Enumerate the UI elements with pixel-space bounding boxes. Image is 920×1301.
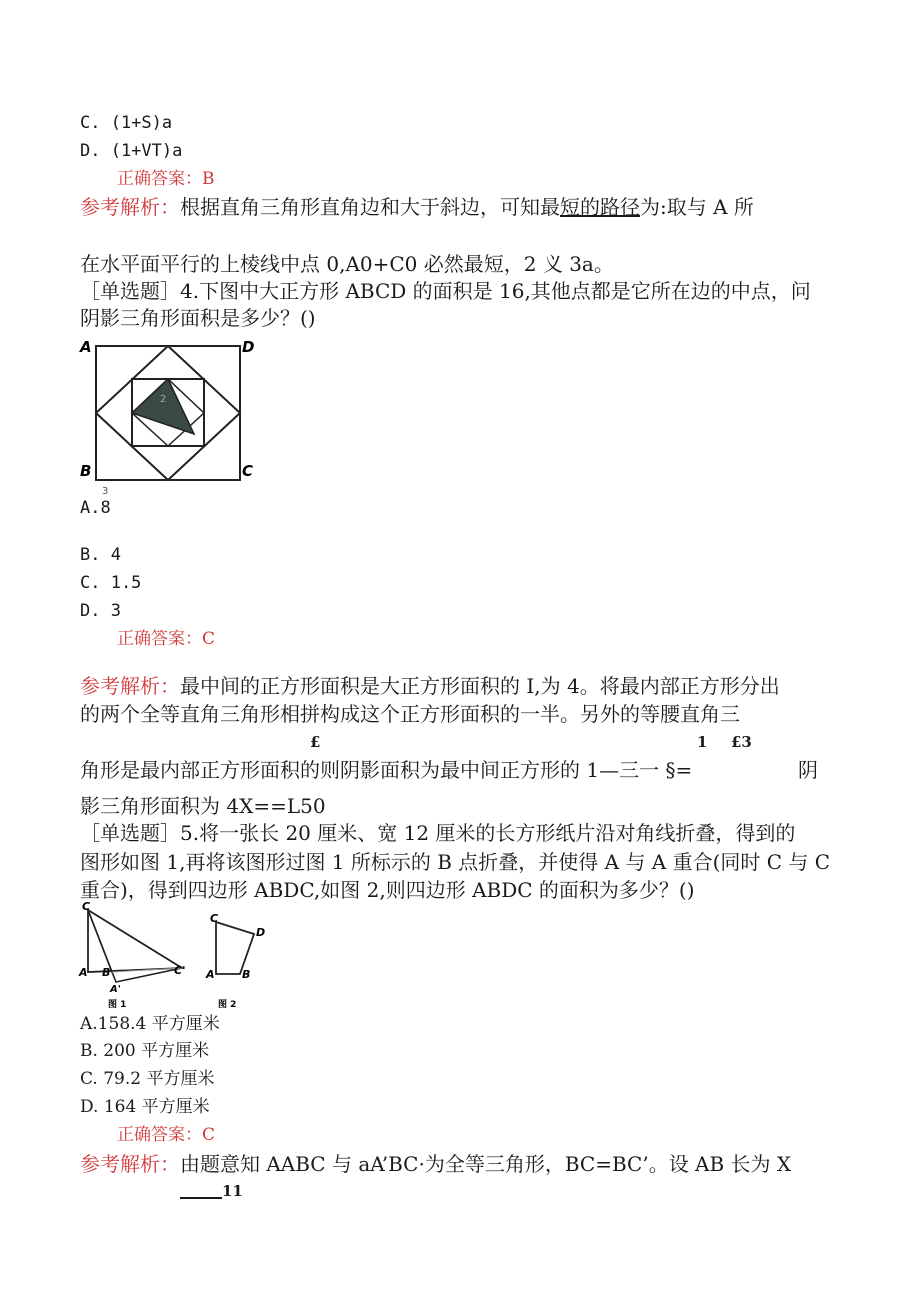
q4-option-a: A.8 xyxy=(80,498,111,518)
fig2-label-c: C xyxy=(210,912,219,925)
q5-analysis-label: 参考解析： xyxy=(80,1152,180,1176)
q3-analysis-underlined: 短的路径 xyxy=(560,195,640,219)
q4-fraction-three: £3 xyxy=(731,733,752,751)
fig2-label-d: D xyxy=(256,926,266,939)
q4-analysis-label: 参考解析： xyxy=(80,674,180,698)
q5-option-d: D. 164 平方厘米 xyxy=(80,1097,210,1117)
q5-option-c: C. 79.2 平方厘米 xyxy=(80,1069,215,1089)
fig1-label-a-prime: A' xyxy=(110,984,121,995)
fig2-label-b: B xyxy=(242,968,251,981)
q4-square-figure xyxy=(76,334,256,500)
q5-footer-number: 11 xyxy=(222,1182,243,1200)
fig2-label-a: A xyxy=(206,968,215,981)
q5-footer-fraction xyxy=(180,1184,243,1199)
fig4-label-b: B xyxy=(80,462,92,480)
q5-analysis-text: 由题意知 AABC 与 aA’BC·为全等三角形，BC=BC’。设 AB 长为 X xyxy=(180,1152,792,1176)
q4-correct-answer: 正确答案：C xyxy=(117,629,216,649)
q3-analysis-line1 xyxy=(80,197,754,217)
q4-analysis-line4: 影三角形面积为 4X==L50 xyxy=(80,794,326,818)
q5-stem-line2: 图形如图 1,再将该图形过图 1 所标示的 B 点折叠，并使得 A 与 A 重合(同时 C 与 C xyxy=(80,850,831,874)
q3-correct-answer: 正确答案：B xyxy=(117,169,215,189)
q4-analysis-line3-tail: 阴 xyxy=(798,758,818,782)
q4-stem-line1: ［单选题］4.下图中大正方形 ABCD 的面积是 16,其他点都是它所在边的中点，问 xyxy=(80,279,811,303)
fig4-inner-label: 2 xyxy=(160,394,167,405)
q5-figure-1 xyxy=(78,900,185,1010)
q4-option-d: D. 3 xyxy=(80,601,121,621)
q4-option-b: B. 4 xyxy=(80,545,121,565)
fig4-label-a: A xyxy=(80,338,92,356)
q5-stem-line3: 重合)，得到四边形 ABDC,如图 2,则四边形 ABDC 的面积为多少？() xyxy=(80,878,695,902)
q3-option-d: D. (1+VT)a xyxy=(80,141,183,161)
q4-fraction-pound: £ xyxy=(310,733,321,751)
fig1-label-a: A xyxy=(79,966,88,979)
q5-stem-line1: ［单选题］5.将一张长 20 厘米、宽 12 厘米的长方形纸片沿对角线折叠，得到的 xyxy=(80,821,796,845)
q5-analysis-line1 xyxy=(80,1154,791,1174)
fig2-caption: 图 2 xyxy=(218,1000,237,1010)
q5-fold-figures xyxy=(76,898,276,1010)
fig2-quadrilateral xyxy=(216,922,254,974)
fig4-label-c: C xyxy=(242,462,254,480)
q4-analysis-line2: 的两个全等直角三角形相拼构成这个正方形面积的一半。另外的等腰直角三 xyxy=(80,702,740,726)
fig1-label-b: B xyxy=(102,966,111,979)
q5-option-b: B. 200 平方厘米 xyxy=(80,1041,210,1061)
q5-option-a: A.158.4 平方厘米 xyxy=(80,1014,220,1034)
q3-analysis-text-a: 根据直角三角形直角边和大于斜边，可知最 xyxy=(180,195,560,219)
q5-correct-answer: 正确答案：C xyxy=(117,1125,216,1145)
q3-option-c: C. (1+S)a xyxy=(80,113,173,133)
q3-analysis-label: 参考解析： xyxy=(80,195,180,219)
q4-analysis-line1 xyxy=(80,676,780,696)
q4-fraction-one: 1 xyxy=(697,733,708,751)
fig4-caption: 3 xyxy=(102,486,109,497)
q5-footer-underline xyxy=(180,1197,222,1199)
q4-stem-line2: 阴影三角形面积是多少？() xyxy=(80,306,316,330)
q4-analysis-line3: 角形是最内部正方形面积的则阴影面积为最中间正方形的 1—三一 §= xyxy=(80,758,693,782)
q3-analysis-line2: 在水平面平行的上棱线中点 0,A0+C0 必然最短，2 义 3a。 xyxy=(80,252,614,276)
q4-analysis-text: 最中间的正方形面积是大正方形面积的 I,为 4。将最内部正方形分出 xyxy=(180,674,780,698)
q5-figure-2 xyxy=(205,912,265,1010)
fig1-rectangle-half xyxy=(88,910,182,972)
q3-analysis-text-b: 为:取与 A 所 xyxy=(640,195,754,219)
fig4-label-d: D xyxy=(242,338,255,356)
q4-option-c: C. 1.5 xyxy=(80,573,142,593)
fig1-caption: 图 1 xyxy=(108,1000,127,1010)
shaded-triangle xyxy=(132,379,194,434)
fig1-label-c: C xyxy=(82,900,91,913)
fig1-label-c-prime: C' xyxy=(174,964,186,977)
